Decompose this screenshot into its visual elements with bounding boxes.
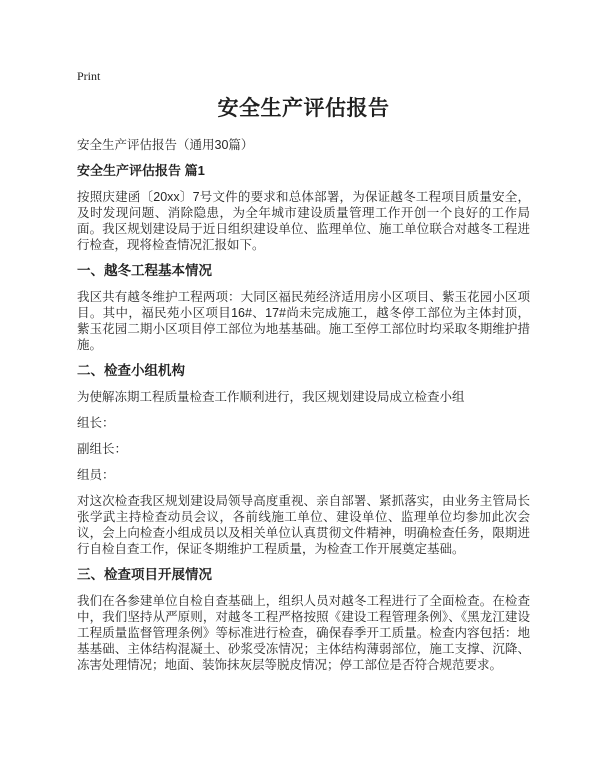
paragraph-deputy-leader-label: 副组长： [77, 442, 128, 456]
paragraph-mobilization: 对这次检查我区规划建设局领导高度重视、亲自部署、紧抓落实，由业务主管局长张学武主持检查动员会议，各前线施工单位、建设单位、监理单位均参加此次会议，会上向检查小组成员以及相关单位认真贯彻文件精神，明确检查任务，限期进行自检自查工作，保证冬期维护工程质量，为检查工作开展奠定基础。 [77, 494, 530, 556]
paragraph-project-overview: 我区共有越冬维护工程两项：大同区福民苑经济适用房小区项目、紫玉花园小区项目。其中，福民苑小区项目16#、17#尚未完成施工，越冬停工部位为主体封顶，紫玉花园二期小区项目停工部位为地基基础。施工至停工部位时均采取冬期维护措施。 [77, 290, 530, 352]
section-heading-2: 二、检查小组机构 [77, 363, 185, 378]
paragraph-inspection-details: 我们在各参建单位自检自查基础上，组织人员对越冬工程进行了全面检查。在检查中，我们坚持从严原则，对越冬工程严格按照《建设工程管理条例》、《黑龙江建设工程质量监督管理条例》等标准进行检查，确保春季开工质量。检查内容包括：地基基础、主体结构混凝土、砂浆受冻情况；主体结构薄弱部位，施工支撑、沉降、冻害处理情况；地面、装饰抹灰层等脱皮情况；停工部位是否符合规范要求。 [77, 594, 530, 672]
entry-heading: 安全生产评估报告 篇1 [77, 163, 205, 178]
paragraph-intro: 按照庆建函〔20xx〕7号文件的要求和总体部署，为保证越冬工程项目质量安全，及时发现问题、消除隐患，为全年城市建设质量管理工作开创一个良好的工作局面。我区规划建设局于近日组织建设单位、监理单位、施工单位联合对越冬工程进行检查，现将检查情况汇报如下。 [77, 190, 530, 252]
document-subtitle: 安全生产评估报告（通用30篇） [77, 138, 254, 152]
section-heading-1: 一、越冬工程基本情况 [77, 263, 212, 278]
document-title: 安全生产评估报告 [217, 97, 390, 120]
paragraph-members-label: 组员： [77, 468, 115, 482]
paragraph-leader-label: 组长： [77, 416, 115, 430]
section-heading-3: 三、检查项目开展情况 [77, 567, 212, 582]
paragraph-inspection-group: 为使解冻期工程质量检查工作顺利进行，我区规划建设局成立检查小组 [77, 390, 465, 404]
print-link[interactable]: Print [77, 69, 101, 83]
